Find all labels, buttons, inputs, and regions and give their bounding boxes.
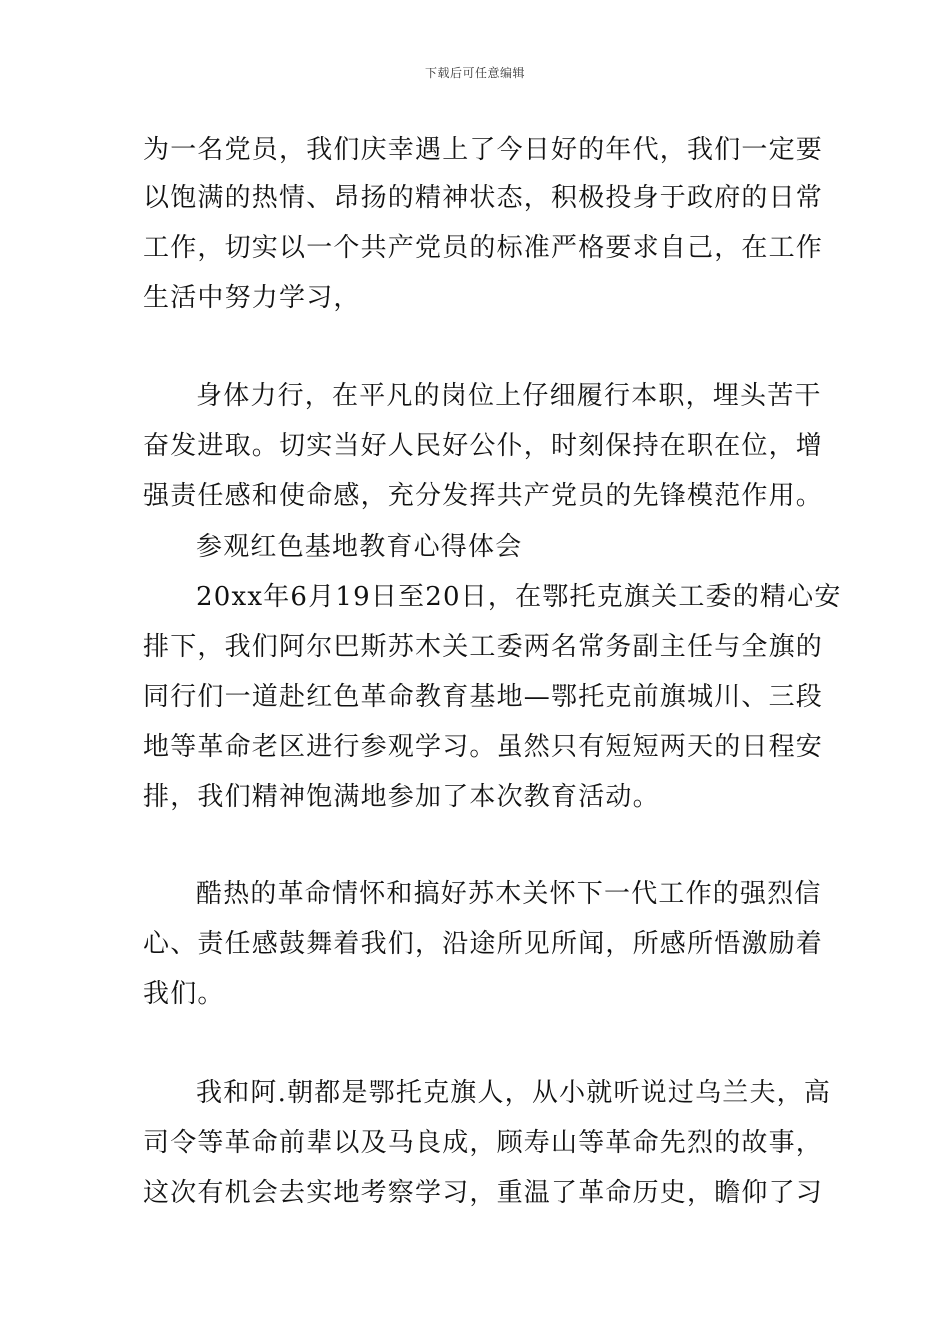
paragraph-line: 地等革命老区进行参观学习。虽然只有短短两天的日程安	[143, 732, 824, 762]
paragraph-line: 工作，切实以一个共产党员的标准严格要求自己，在工作	[143, 233, 824, 263]
paragraph-line: 为一名党员，我们庆幸遇上了今日好的年代，我们一定要	[143, 135, 824, 165]
paragraph-line: 我和阿.朝都是鄂托克旗人，从小就听说过乌兰夫，高	[196, 1078, 832, 1108]
paragraph-line: 排，我们精神饱满地参加了本次教育活动。	[143, 782, 660, 812]
paragraph-line: 强责任感和使命感，充分发挥共产党员的先锋模范作用。	[143, 481, 824, 511]
paragraph-line: 20xx年6月19日至20日，在鄂托克旗关工委的精心安	[196, 582, 842, 612]
paragraph-line: 这次有机会去实地考察学习，重温了革命历史，瞻仰了习	[143, 1178, 824, 1208]
paragraph-line: 以饱满的热情、昂扬的精神状态，积极投身于政府的日常	[143, 183, 824, 213]
paragraph-line: 酷热的革命情怀和搞好苏木关怀下一代工作的强烈信	[196, 879, 822, 909]
paragraph-line: 身体力行，在平凡的岗位上仔细履行本职，埋头苦干	[196, 381, 822, 411]
paragraph-line: 司令等革命前辈以及马良成，顾寿山等革命先烈的故事，	[143, 1128, 824, 1158]
section-title: 参观红色基地教育心得体会	[196, 532, 523, 562]
paragraph-line: 心、责任感鼓舞着我们，沿途所见所闻，所感所悟激励着	[143, 929, 824, 959]
paragraph-line: 排下，我们阿尔巴斯苏木关工委两名常务副主任与全旗的	[143, 632, 824, 662]
paragraph-line: 我们。	[143, 979, 225, 1009]
paragraph-line: 生活中努力学习，	[143, 283, 361, 313]
paragraph-line: 同行们一道赴红色革命教育基地—鄂托克前旗城川、三段	[143, 682, 824, 712]
header-note: 下载后可任意编辑	[424, 66, 525, 80]
paragraph-line: 奋发进取。切实当好人民好公仆，时刻保持在职在位，增	[143, 431, 824, 461]
